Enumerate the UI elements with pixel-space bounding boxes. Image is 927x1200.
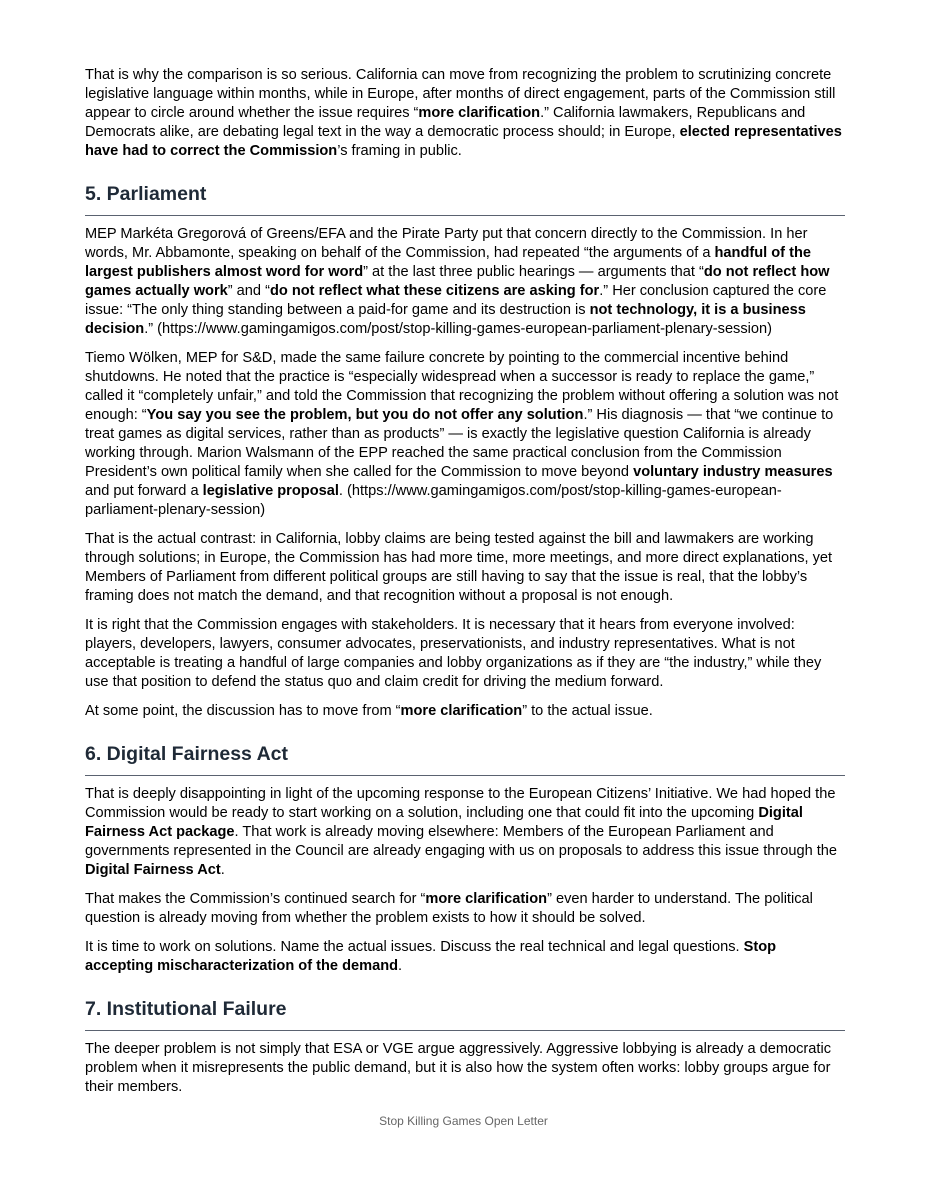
text-run: .” Her conclusion captured the core issue: “The only thing standing between a paid-for game and its destruction is [85, 283, 827, 318]
emphasis: more clarification [425, 891, 548, 907]
text-run: MEP Markéta Gregorová of Greens/EFA and the Pirate Party put that concern directly to the Commission. In her words, Mr. Abbamonte, speaking on behalf of the Commission, had repeated “the arguments of a [85, 226, 808, 261]
text-run: That makes the Commission’s continued search for “ [85, 891, 426, 907]
paragraph-stakeholders: It is right that the Commission engages with stakeholders. It is necessary that it hears from everyone involved: players, developers, lawyers, consumer advocates, preservationists, and industry representatives. What is not acceptable is treating a handful of large companies and lobby organizations as if they are “the industry,” while they use that position to defend the status quo and claim credit for driving the medium forward. [85, 617, 822, 690]
text-run: . [220, 862, 225, 878]
text-run: That is deeply disappointing in light of the upcoming response to the European Citizens’ Initiative. We had hoped the Commission would be ready to start working on a solution, including one that could fit into the upcoming [85, 786, 836, 821]
emphasis: voluntary industry measures [633, 464, 833, 480]
paragraph-contrast: That is the actual contrast: in California, lobby claims are being tested against the bill and lawmakers are working through solutions; in Europe, the Commission has had more time, more meetings, and more direct explanations, yet Members of Parliament from different political groups are still having to say that the issue is real, that the lobby’s framing does not match the demand, and that recognition without a proposal is not enough. [85, 531, 833, 604]
text-run: ” even harder to understand. The political question is already moving from whether the problem exists to how it should be solved. [85, 891, 813, 926]
emphasis: do not reflect how games actually work [85, 264, 830, 299]
paragraph-gregorova [85, 225, 845, 339]
section-heading-parliament: 5. Parliament [85, 182, 845, 216]
paragraph-wolken [85, 349, 845, 520]
paragraph-deeper-problem: The deeper problem is not simply that ESA or VGE argue aggressively. Aggressive lobbying is already a democratic problem when it misrepresents the public demand, but it is also how the system often works: lobby groups argue for their members. [85, 1041, 832, 1095]
section-heading-digital-fairness-act: 6. Digital Fairness Act [85, 742, 845, 776]
text-run: Tiemo Wölken, MEP for S&D, made the same failure concrete by pointing to the commercial incentive behind shutdowns. He noted that the practice is “especially widespread when a successor is ready to replace the game,” called it “completely unfair,” and told the Commission that recognizing the problem without offering a solution was not enough: “ [85, 350, 839, 423]
text-run: . [398, 958, 403, 974]
paragraph-dfa-clarification [85, 890, 845, 928]
emphasis: Stop accepting mischaracterization of the demand [85, 939, 777, 974]
text-run: That is why the comparison is so serious. California can move from recognizing the problem to scrutinizing concrete legislative language within months, while in Europe, after months of direct engagement, parts of the Commission still appear to circle around whether the issue requires “ [85, 67, 836, 121]
paragraph-clarification [85, 702, 845, 721]
paragraph-dfa-disappointing [85, 785, 845, 880]
intro-paragraph [85, 66, 845, 161]
emphasis: more clarification [418, 105, 541, 121]
document-body [85, 66, 845, 1107]
text-run: .” (https://www.gamingamigos.com/post/stop-killing-games-european-parliament-plenary-session) [144, 321, 772, 337]
text-run: ” to the actual issue. [522, 703, 653, 719]
text-run: ” at the last three public hearings — arguments that “ [363, 264, 704, 280]
emphasis: Digital Fairness Act package [85, 805, 803, 840]
section-heading-institutional-failure: 7. Institutional Failure [85, 997, 845, 1031]
text-run: ” and “ [227, 283, 270, 299]
text-run: At some point, the discussion has to move from “ [85, 703, 401, 719]
emphasis: Digital Fairness Act [85, 862, 221, 878]
emphasis: You say you see the problem, but you do not offer any solution [146, 407, 584, 423]
emphasis: elected representatives have had to correct the Commission [85, 124, 842, 159]
emphasis: handful of the largest publishers almost word for word [85, 245, 811, 280]
text-run: .” California lawmakers, Republicans and Democrats alike, are debating legal text in the way a democratic process should; in Europe, [85, 105, 806, 140]
emphasis: legislative proposal [202, 483, 339, 499]
paragraph-dfa-solutions [85, 938, 845, 976]
emphasis: not technology, it is a business decision [85, 302, 806, 337]
page-footer: Stop Killing Games Open Letter [379, 1114, 548, 1128]
text-run: . (https://www.gamingamigos.com/post/stop-killing-games-european-parliament-plenary-session) [85, 483, 782, 518]
text-run: . That work is already moving elsewhere: Members of the European Parliament and governments represented in the Council are already engaging with us on proposals to address this issue through the [85, 824, 838, 859]
text-run: and put forward a [85, 483, 203, 499]
text-run: ’s framing in public. [337, 143, 462, 159]
text-run: It is time to work on solutions. Name the actual issues. Discuss the real technical and legal questions. [85, 939, 744, 955]
text-run: .” His diagnosis — that “we continue to treat games as digital services, rather than as products” — is exactly the legislative question California is already working through. Marion Walsmann of the EPP reached the same practical conclusion from the Commission President’s own political family when she called for the Commission to move beyond [85, 407, 834, 480]
emphasis: more clarification [400, 703, 523, 719]
emphasis: do not reflect what these citizens are asking for [269, 283, 600, 299]
